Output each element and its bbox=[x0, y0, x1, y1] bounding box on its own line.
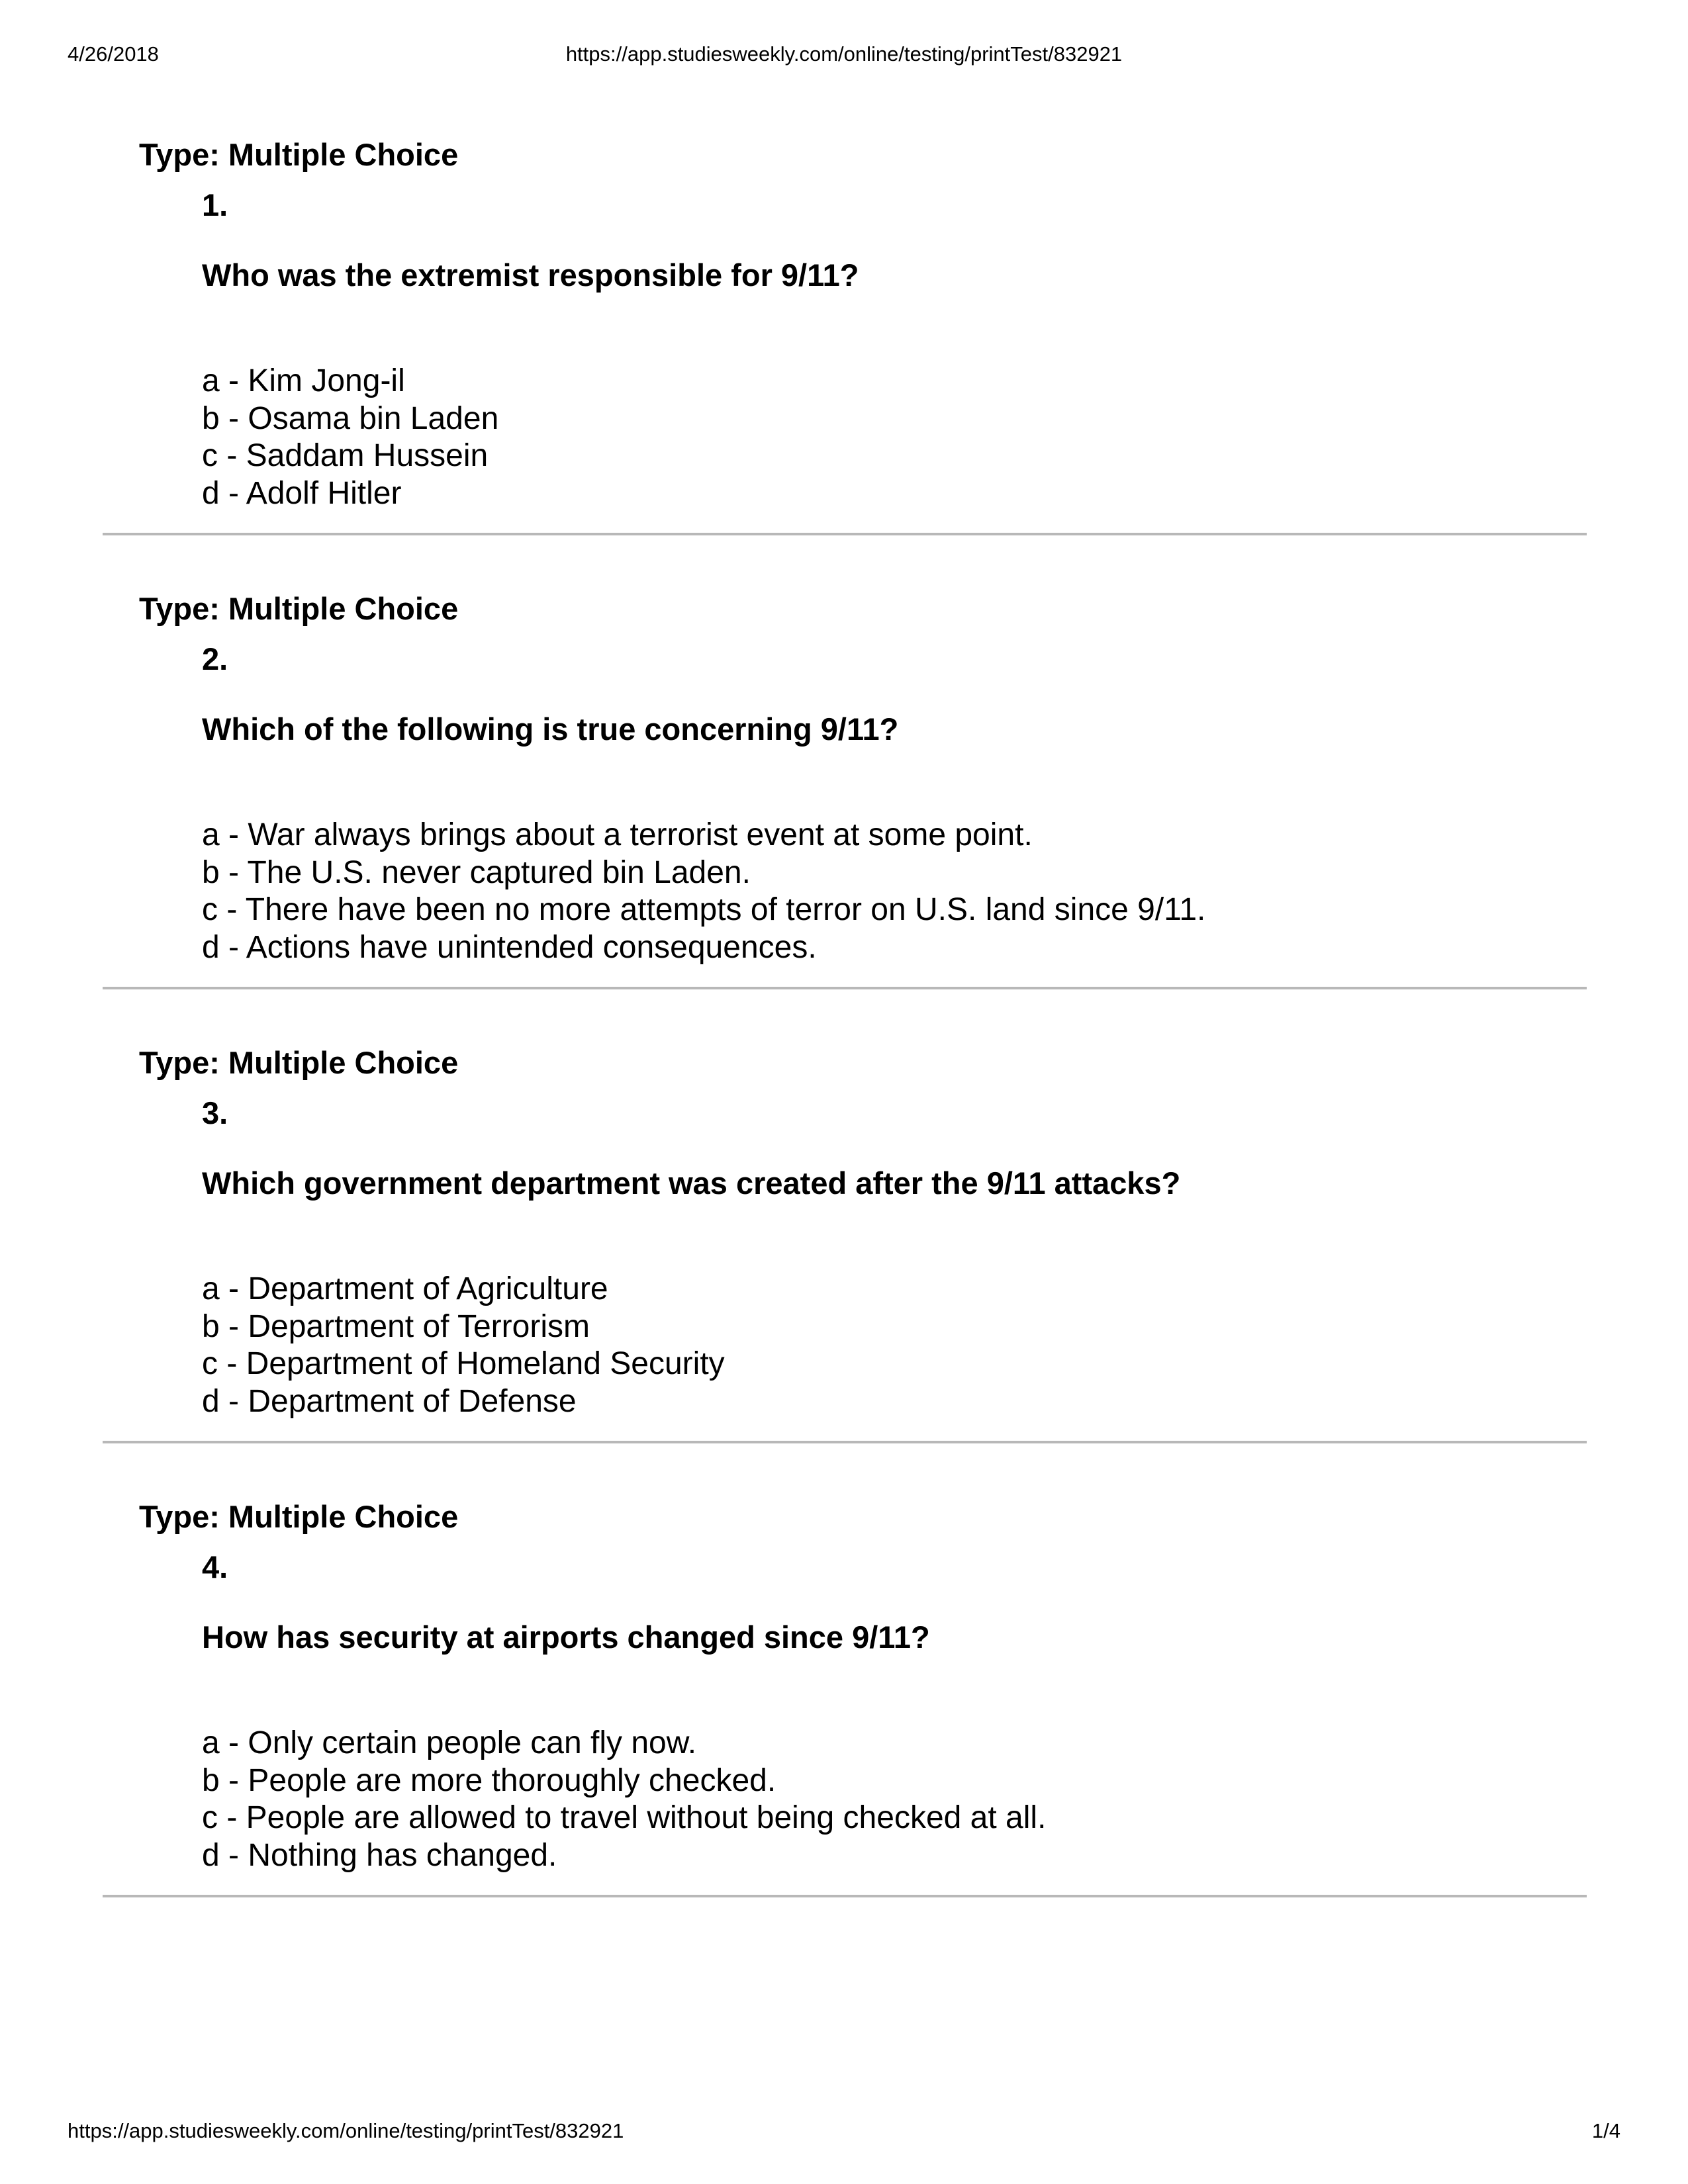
answer-option-a: a - War always brings about a terrorist event at some point. bbox=[202, 817, 1033, 852]
print-header bbox=[0, 41, 1688, 68]
question-type-label: Type: Multiple Choice bbox=[139, 591, 459, 626]
answer-option-c: c - There have been no more attempts of terror on U.S. land since 9/11. bbox=[202, 892, 1206, 927]
question-block bbox=[0, 1497, 1688, 1951]
answer-option-d: d - Department of Defense bbox=[202, 1383, 577, 1419]
answer-option-c: c - Department of Homeland Security bbox=[202, 1346, 725, 1381]
question-number: 2. bbox=[202, 641, 228, 676]
question-text: Which of the following is true concerning 9/11? bbox=[202, 711, 899, 747]
answer-option-a: a - Department of Agriculture bbox=[202, 1271, 608, 1306]
answer-option-b: b - The U.S. never captured bin Laden. bbox=[202, 854, 751, 890]
answer-options bbox=[202, 817, 1205, 966]
answer-option-c: c - Saddam Hussein bbox=[202, 438, 489, 473]
question-divider bbox=[103, 1895, 1587, 1897]
answer-option-b: b - Department of Terrorism bbox=[202, 1308, 590, 1344]
page-number: 1/4 bbox=[1591, 2119, 1620, 2142]
question-block bbox=[0, 135, 1688, 589]
question-block bbox=[0, 589, 1688, 1043]
question-text: Which government department was created after the 9/11 attacks? bbox=[202, 1165, 1181, 1201]
question-block bbox=[0, 1043, 1688, 1497]
question-divider bbox=[103, 1441, 1587, 1443]
question-text: How has security at airports changed since 9/11? bbox=[202, 1619, 930, 1655]
question-number: 1. bbox=[202, 187, 228, 222]
answer-option-b: b - Osama bin Laden bbox=[202, 400, 499, 436]
question-type-label: Type: Multiple Choice bbox=[139, 1045, 459, 1080]
answer-options bbox=[202, 363, 498, 512]
answer-options bbox=[202, 1725, 1046, 1874]
answer-option-a: a - Kim Jong-il bbox=[202, 363, 405, 398]
question-divider bbox=[103, 533, 1587, 535]
question-divider bbox=[103, 987, 1587, 989]
answer-option-b: b - People are more thoroughly checked. bbox=[202, 1762, 776, 1798]
print-header-url: https://app.studiesweekly.com/online/testing/printTest/832921 bbox=[565, 42, 1123, 66]
answer-options bbox=[202, 1271, 725, 1420]
question-number: 4. bbox=[202, 1549, 228, 1584]
question-number: 3. bbox=[202, 1095, 228, 1130]
question-text: Who was the extremist responsible for 9/11? bbox=[202, 257, 859, 293]
question-type-label: Type: Multiple Choice bbox=[139, 137, 459, 172]
print-footer bbox=[0, 2118, 1688, 2144]
answer-option-a: a - Only certain people can fly now. bbox=[202, 1725, 697, 1760]
question-type-label: Type: Multiple Choice bbox=[139, 1499, 459, 1534]
answer-option-d: d - Adolf Hitler bbox=[202, 475, 402, 511]
print-footer-url: https://app.studiesweekly.com/online/testing/printTest/832921 bbox=[68, 2119, 624, 2142]
answer-option-c: c - People are allowed to travel without being checked at all. bbox=[202, 1800, 1047, 1835]
answer-option-d: d - Nothing has changed. bbox=[202, 1837, 557, 1873]
print-date: 4/26/2018 bbox=[68, 42, 159, 66]
answer-option-d: d - Actions have unintended consequences. bbox=[202, 929, 817, 965]
